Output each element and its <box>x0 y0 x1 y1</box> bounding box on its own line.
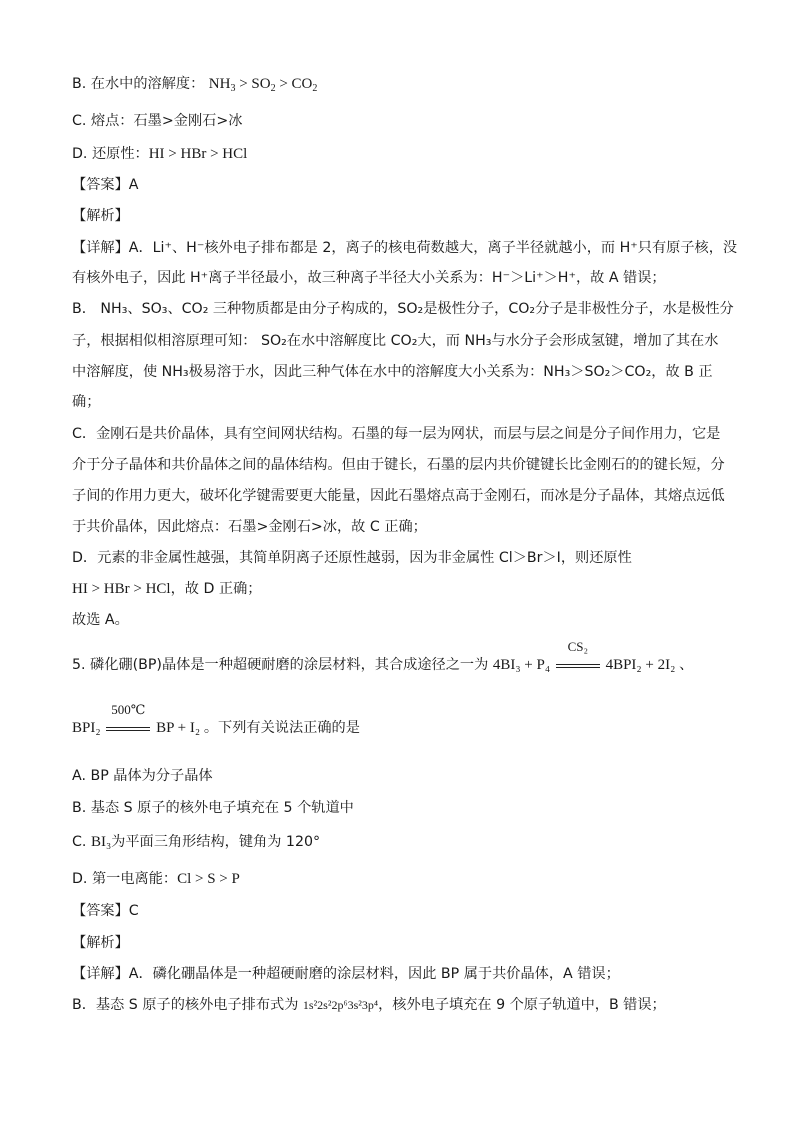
q4-explanation-line: 中溶解度，使 NH₃极易溶于水，因此三种气体在水中的溶解度大小关系为：NH₃＞SO₂＞CO₂，故 B 正 <box>72 364 713 380</box>
q5-stem-line1: 5. 磷化硼(BP)晶体是一种超硬耐磨的涂层材料，其合成途径之一为 4BI₃ + P₄ CS₂ 4BPI₂ + 2I₂ 、 <box>72 639 694 673</box>
q5-stem-line2 <box>72 702 360 737</box>
q4-explanation-line: 有核外电子，因此 H⁺离子半径最小，故三种离子半径大小关系为：H⁻＞Li⁺＞H⁺，故 A 错误； <box>72 270 666 286</box>
q4-analysis-heading: 【解析】 <box>72 208 129 224</box>
q4-option-d <box>72 143 247 163</box>
q5-option-d-formula: Cl > S > P <box>177 871 240 887</box>
q4-option-d-label: D. 还原性： <box>72 146 149 162</box>
q5-option-d: D. 第一电离能：Cl > S > P <box>72 871 240 887</box>
q5-equation-1-condition: CS₂ <box>567 639 589 654</box>
q4-conclusion: 故选 A。 <box>72 612 129 628</box>
q4-explanation-line: 【详解】A．Li⁺、H⁻核外电子排布都是 2，离子的核电荷数越大，离子半径就越小，而 H⁺只有原子核，没 <box>72 240 738 256</box>
q5-option-a: A. BP 晶体为分子晶体 <box>72 768 213 784</box>
q4-explanation-line: 介于分子晶体和共价晶体之间的晶体结构。但由于键长，石墨的层内共价键键长比金刚石的的键长短，分 <box>72 457 725 473</box>
q5-explanation-line: B．基态 S 原子的核外电子排布式为 1s²2s²2p⁶3s²3p⁴，核外电子填充在 9 个原子轨道中，B 错误； <box>72 997 666 1013</box>
q4-explanation-line: C．金刚石是共价晶体，具有空间网状结构。石墨的每一层为网状，而层与层之间是分子间作用力，它是 <box>72 426 721 442</box>
q4-explanation-line: HI > HBr > HCl，故 D 正确； <box>72 581 262 597</box>
q4-option-b-formula: $NH_3 > SO_2 > CO_2$ <box>208 76 318 94</box>
q4-explanation-line: 子，根据相似相溶原理可知： SO₂在水中溶解度比 CO₂大，而 NH₃与水分子会形成氢键，增加了其在水 <box>72 333 719 349</box>
q4-option-c: C. 熔点：石墨>金刚石>冰 <box>72 113 243 129</box>
q4-explanation-line: 确； <box>72 394 101 410</box>
q4-answer: 【答案】A <box>72 177 139 193</box>
q5-option-c-formula: BI₃ <box>90 834 112 850</box>
q5-option-c: C. BI₃为平面三角形结构，键角为 120° <box>72 834 321 850</box>
q4-explanation-line: B． NH₃、SO₃、CO₂ 三种物质都是由分子构成的，SO₂是极性分子，CO₂分子是非极性分子，水是极性分 <box>72 301 734 317</box>
q4-option-d-formula: HI > HBr > HCl <box>148 146 248 162</box>
q5-electron-config: 1s²2s²2p⁶3s²3p⁴ <box>302 998 379 1012</box>
q5-equation-2: BPI₂ 500℃ BP + I₂ <box>72 702 201 736</box>
q4-explanation-line: 子间的作用力更大，破坏化学键需要更大能量，因此石墨熔点高于金刚石，而冰是分子晶体，其熔点远低 <box>72 488 725 504</box>
q4-option-b-label: B. 在水中的溶解度： <box>72 76 205 92</box>
q4-explanation-line: 于共价晶体，因此熔点：石墨>金刚石>冰，故 C 正确； <box>72 519 427 535</box>
q5-stem-text: 5. 磷化硼(BP)晶体是一种超硬耐磨的涂层材料，其合成途径之一为 <box>72 657 489 673</box>
q5-answer: 【答案】C <box>72 903 139 919</box>
q4-reducibility-formula: HI > HBr > HCl <box>72 581 171 597</box>
q4-option-b <box>72 73 317 93</box>
q4-explanation-line: D．元素的非金属性越强，其简单阴离子还原性越弱，因为非金属性 Cl＞Br＞I，则还原性 <box>72 550 632 566</box>
q5-explanation-line: 【详解】A．磷化硼晶体是一种超硬耐磨的涂层材料，因此 BP 属于共价晶体，A 错误； <box>72 966 620 982</box>
q5-analysis-heading: 【解析】 <box>72 935 129 951</box>
q5-stem-question: 。下列有关说法正确的是 <box>203 720 360 736</box>
q5-equation-1: 4BI₃ + P₄ CS₂ 4BPI₂ + 2I₂ <box>492 639 676 673</box>
q5-equation-2-condition: 500℃ <box>111 702 146 717</box>
q5-option-b: B. 基态 S 原子的核外电子填充在 5 个轨道中 <box>72 800 354 816</box>
